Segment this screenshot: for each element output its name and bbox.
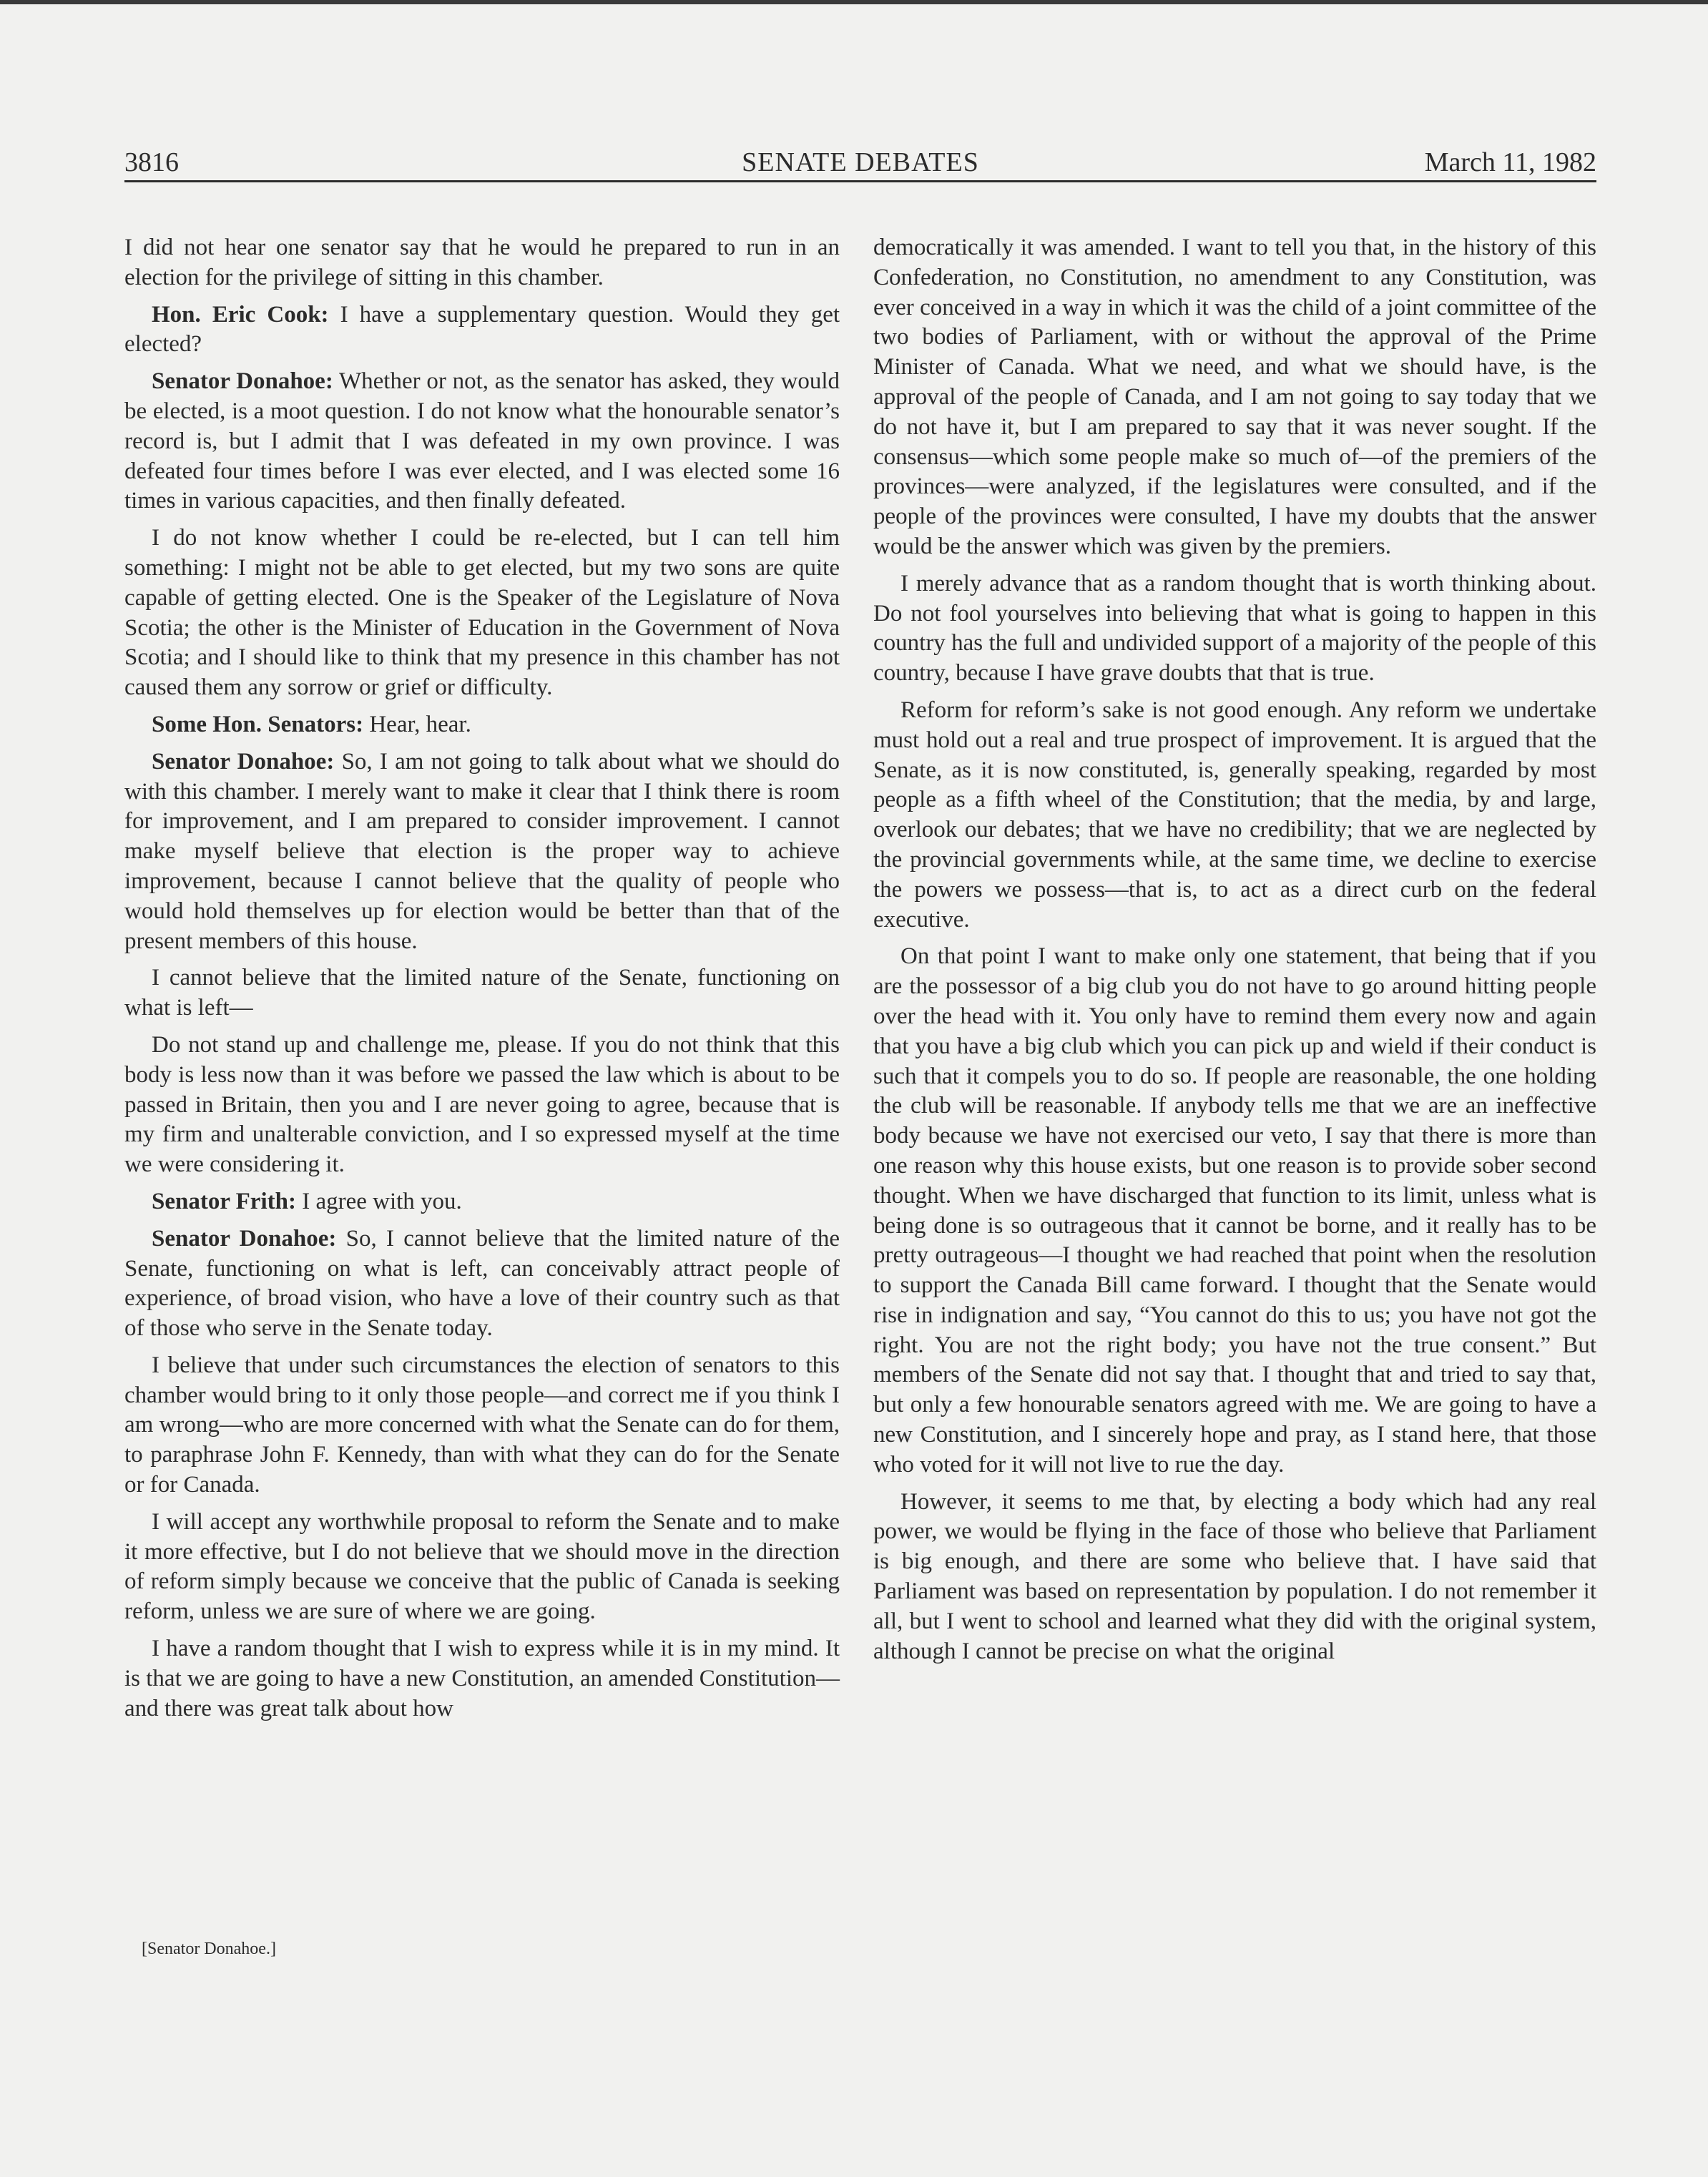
- paragraph-text: I did not hear one senator say that he would he prepared to run in an election for the privilege of sitting in this chamber.: [124, 235, 840, 290]
- paragraph-text: I have a random thought that I wish to express while it is in my mind. It is that we are going to have a new Constitution, an amended Constitution—and there was great talk about how: [124, 1636, 840, 1721]
- paragraph-text: However, it seems to me that, by electing a body which had any real power, we would be flying in the face of those who believe that Parliament is big enough, and there are some who believe that. I have said that Parliament was based on representation by population. I do not remember it all, but I went to school and learned what they did with the original system, although I cannot be precise on what the original: [873, 1488, 1596, 1664]
- paragraph: [124, 524, 840, 703]
- paragraph-text: I believe that under such circumstances the election of senators to this chamber would bring to it only those people—and correct me if you think I am wrong—who are more concerned with what the Senate can do for them, to paraphrase John F. Kennedy, than with what they can do for the Senate or for Canada.: [124, 1352, 840, 1498]
- paragraph: [873, 942, 1596, 1480]
- paragraph: [124, 1224, 840, 1344]
- paragraph: [124, 300, 840, 360]
- paragraph: [873, 233, 1596, 562]
- speaker-name: Hon. Eric Cook:: [152, 301, 329, 328]
- paragraph: [124, 367, 840, 516]
- speaker-name: Senator Frith:: [152, 1188, 296, 1214]
- paragraph: [124, 1634, 840, 1724]
- publication-title: SENATE DEBATES: [742, 147, 979, 177]
- paragraph: [873, 569, 1596, 689]
- right-column: [873, 233, 1596, 1674]
- paragraph-text: I will accept any worthwhile proposal to reform the Senate and to make it more effective, but I do not believe that we should move in the direction of reform simply because we conceive that the public of Canada is seeking reform, unless we are sure of where we are going.: [124, 1508, 840, 1625]
- paragraph-text: I agree with you.: [302, 1188, 462, 1214]
- paragraph: [124, 747, 840, 957]
- speaker-name: Senator Donahoe:: [152, 1225, 337, 1252]
- header-rule: [124, 180, 1596, 182]
- speaker-footnote: [Senator Donahoe.]: [142, 1940, 276, 1958]
- issue-date: March 11, 1982: [1424, 147, 1596, 177]
- paragraph-text: I do not know whether I could be re-elected, but I can tell him something: I might not be able to get elected, but my two sons are quite capable of getting elected. One is the Speaker of the Legislature of Nova Scotia; the other is the Minister of Education in the Government of Nova Scotia; and I should like to think that my presence in this chamber has not caused them any sorrow or grief or difficulty.: [124, 525, 840, 701]
- paragraph: [124, 1351, 840, 1500]
- paragraph-text: Whether or not, as the senator has asked, they would be elected, is a moot question. I do not know what the honourable senator’s record is, but I admit that I was defeated in my own province. I was defeated four times before I was ever elected, and I was elected some 16 times in various capacities, and then finally defeated.: [124, 368, 840, 514]
- paragraph: [873, 696, 1596, 935]
- paragraph: [124, 233, 840, 293]
- speaker-name: Senator Donahoe:: [152, 368, 333, 395]
- speaker-name: Senator Donahoe:: [152, 748, 335, 775]
- paragraph-text: Reform for reform’s sake is not good enough. Any reform we undertake must hold out a real and true prospect of improvement. It is argued that the Senate, as it is now constituted, is, generally speaking, regarded by most people as a fifth wheel of the Constitution; that the media, by and large, overlook our debates; that we have no credibility; that we are neglected by the provincial governments while, at the same time, we decline to exercise the powers we possess—that is, to act as a direct curb on the federal executive.: [873, 697, 1596, 933]
- paragraph-text: I have a supplementary question. Would they get elected?: [124, 301, 840, 358]
- speaker-name: Some Hon. Senators:: [152, 711, 364, 737]
- paragraph-text: I merely advance that as a random thought that is worth thinking about. Do not fool yourselves into believing that what is going to happen in this country has the full and undivided support of a majority of the people of this country, because I have grave doubts that that is true.: [873, 570, 1596, 687]
- left-column: [124, 233, 840, 1731]
- paragraph-text: Do not stand up and challenge me, please. If you do not think that this body is less now than it was before we passed the law which is about to be passed in Britain, then you and I are never going to agree, because that is my firm and unalterable conviction, and I so expressed myself at the time we were considering it.: [124, 1031, 840, 1178]
- paragraph: [124, 710, 840, 740]
- paragraph-text: So, I cannot believe that the limited nature of the Senate, functioning on what is left, can conceivably attract people of experience, of broad vision, who have a love of their country such as that of those who serve in the Senate today.: [124, 1225, 840, 1342]
- paragraph: [873, 1488, 1596, 1667]
- page-top-edge: [0, 0, 1708, 4]
- paragraph: [124, 1508, 840, 1627]
- paragraph: [124, 1187, 840, 1217]
- paragraph-text: democratically it was amended. I want to tell you that, in the history of this Confederation, no Constitution, no amendment to any Constitution, was ever conceived in a way in which it was the child of a joint committee of the two bodies of Parliament, with or without the approval of the Prime Minister of Canada. What we need, and what we should have, is the approval of the people of Canada, and I am not going to say today that we do not have it, but I am prepared to say that it was never sought. If the consensus—which some people make so much of—of the premiers of the provinces—were analyzed, if the legislatures were consulted, and if the people of the provinces were consulted, I have my doubts that the answer would be the answer which was given by the premiers.: [873, 235, 1596, 559]
- paragraph-text: Hear, hear.: [369, 711, 471, 737]
- paragraph-text: On that point I want to make only one statement, that being that if you are the possessor of a big club you do not have to go around hitting people over the head with it. You only have to remind them every now and again that you have a big club which you can pick up and wield if their conduct is such that it compels you to do so. If people are reasonable, the one holding the club will be reasonable. If anybody tells me that we are an ineffective body because we have not exercised our veto, I say that there is more than one reason why this house exists, but one reason is to provide sober second thought. When we have discharged that function to its limit, unless what is being done is so outrageous that it cannot be borne, and it really has to be pretty outrageous—I thought we had reached that point when the resolution to support the Canada Bill came forward. I thought that the Senate would rise in indignation and say, “You cannot do this to us; you have not got the right. You are not the right body; you have not the true consent.” But members of the Senate did not say that. I thought that and tried to say that, but only a few honourable senators agreed with me. We are going to have a new Constitution, and I sincerely hope and pray, as I stand here, that those who voted for it will not live to rue the day.: [873, 943, 1596, 1478]
- paragraph: [124, 1031, 840, 1180]
- paragraph-text: I cannot believe that the limited nature of the Senate, functioning on what is left—: [124, 965, 840, 1021]
- page-number: 3816: [124, 147, 179, 177]
- paragraph-text: So, I am not going to talk about what we should do with this chamber. I merely want to make it clear that I think there is room for improvement, and I am prepared to consider improvement. I cannot make myself believe that election is the proper way to achieve improvement, because I cannot believe that the quality of people who would hold themselves up for election would be better than that of the present members of this house.: [124, 748, 840, 954]
- running-header: [124, 146, 1596, 179]
- paragraph: [124, 963, 840, 1023]
